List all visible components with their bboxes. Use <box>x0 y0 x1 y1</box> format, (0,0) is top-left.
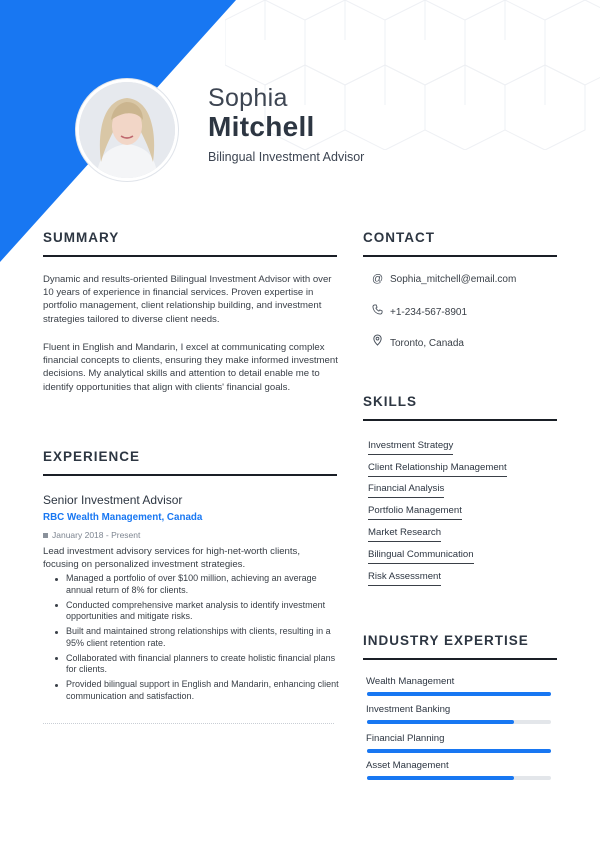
expertise-label: Financial Planning <box>366 733 445 744</box>
expertise-bar <box>367 720 551 724</box>
skill-item: Risk Assessment <box>368 571 441 586</box>
phone-text: +1-234-567-8901 <box>390 307 468 318</box>
job-description: Lead investment advisory services for high-net-worth clients, focusing on personalized investment strategies. <box>43 546 301 570</box>
expertise-bar <box>367 776 551 780</box>
last-name: Mitchell <box>208 111 315 142</box>
location-pin-icon <box>372 334 384 349</box>
section-divider <box>43 723 334 724</box>
avatar-portrait-icon <box>79 82 175 178</box>
skill-item: Market Research <box>368 527 441 542</box>
skill-item: Financial Analysis <box>368 483 444 498</box>
expertise-bar-fill <box>367 692 551 696</box>
job-role: Bilingual Investment Advisor <box>208 150 365 164</box>
expertise-bar-fill <box>367 749 551 753</box>
at-icon: @ <box>372 273 384 285</box>
expertise-label: Wealth Management <box>366 676 455 687</box>
job-bullet: Managed a portfolio of over $100 million, achieving an average annual return of 8% for clients. <box>55 573 342 596</box>
first-name: Sophia <box>208 84 288 112</box>
job-title: Senior Investment Advisor <box>43 493 183 507</box>
summary-paragraph-2: Fluent in English and Mandarin, I excel at communicating complex financial concepts to clients, ensuring they make informed investment decisions. My analytical skills and attention to detail enable me to identify opportunities that align with clients' financial goals. <box>43 342 338 393</box>
expertise-label: Investment Banking <box>366 704 451 715</box>
expertise-bar <box>367 692 551 696</box>
expertise-bar-fill <box>367 776 514 780</box>
location-text: Toronto, Canada <box>390 338 464 349</box>
job-bullet: Provided bilingual support in English and Mandarin, enhancing client communication and satisfaction. <box>55 679 342 702</box>
contact-phone[interactable] <box>372 304 467 318</box>
contact-location <box>372 334 464 349</box>
job-bullet: Built and maintained strong relationships with clients, resulting in a 95% client retention rate. <box>55 626 342 649</box>
industry-expertise-heading: INDUSTRY EXPERTISE <box>363 633 557 660</box>
summary-paragraph-1: Dynamic and results-oriented Bilingual Investment Advisor with over 10 years of experience in financial services. Proven expertise in portfolio management, client relationship building, and investment strategies tailored to diverse client needs. <box>43 274 332 325</box>
contact-email[interactable] <box>372 273 516 285</box>
job-dates-text: January 2018 - Present <box>52 530 141 540</box>
experience-heading: EXPERIENCE <box>43 449 337 476</box>
email-text: Sophia_mitchell@email.com <box>390 274 517 285</box>
contact-heading: CONTACT <box>363 230 557 257</box>
job-bullet: Collaborated with financial planners to create holistic financial plans for clients. <box>55 653 342 676</box>
expertise-bar <box>367 749 551 753</box>
skills-heading: SKILLS <box>363 394 557 421</box>
job-bullet: Conducted comprehensive market analysis to identify investment opportunities and mitigate risks. <box>55 600 342 623</box>
skill-item: Client Relationship Management <box>368 462 507 477</box>
summary-heading: SUMMARY <box>43 230 337 257</box>
skill-item: Investment Strategy <box>368 440 453 455</box>
skill-item: Portfolio Management <box>368 505 462 520</box>
skill-item: Bilingual Communication <box>368 549 474 564</box>
company-name: RBC Wealth Management, Canada <box>43 512 203 523</box>
job-bullet-list <box>55 573 342 706</box>
expertise-label: Asset Management <box>366 760 449 771</box>
profile-photo <box>76 79 178 181</box>
phone-icon <box>372 304 384 318</box>
calendar-icon <box>43 533 48 538</box>
job-dates <box>43 530 140 540</box>
expertise-bar-fill <box>367 720 514 724</box>
